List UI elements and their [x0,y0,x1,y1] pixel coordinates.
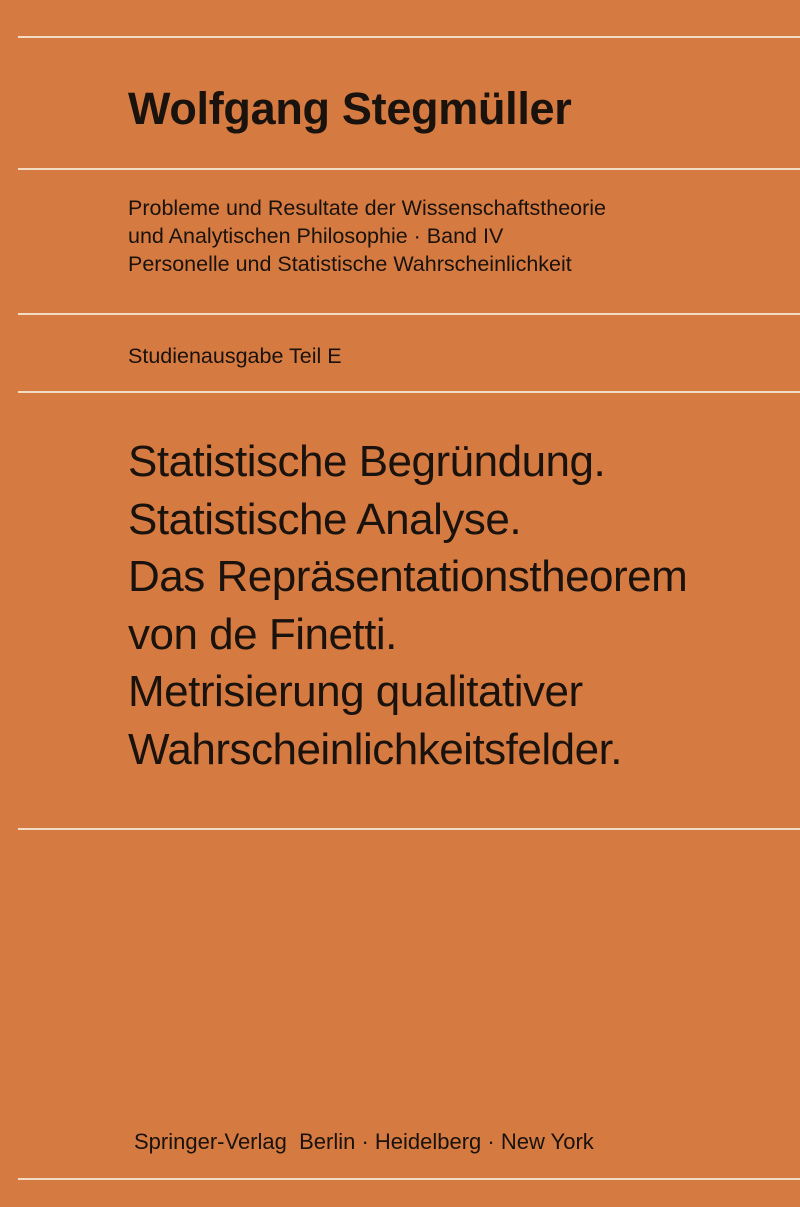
divider-below-edition [18,391,800,393]
divider-top [18,36,800,38]
title-line: Statistische Begründung. [128,437,606,486]
divider-below-title [18,828,800,830]
divider-below-author [18,168,800,170]
title-line: von de Finetti. [128,609,397,659]
divider-below-series [18,313,800,315]
book-title [128,433,687,778]
series-line: und Analytischen Philosophie · Band IV [128,224,504,248]
series-line: Probleme und Resultate der Wissenschaftstheorie [128,196,607,220]
series-info [128,194,606,278]
title-line: Das Repräsentationstheorem [128,552,688,601]
publisher-imprint: Springer-Verlag Berlin · Heidelberg · New York [134,1129,594,1154]
edition-label: Studienausgabe Teil E [128,344,342,368]
title-line: Wahrscheinlichkeitsfelder. [128,724,623,774]
divider-bottom [18,1178,800,1180]
series-line: Personelle und Statistische Wahrscheinlichkeit [128,252,572,276]
author-name: Wolfgang Stegmüller [128,83,572,134]
title-line: Statistische Analyse. [128,494,522,544]
title-line: Metrisierung qualitativer [128,667,583,716]
